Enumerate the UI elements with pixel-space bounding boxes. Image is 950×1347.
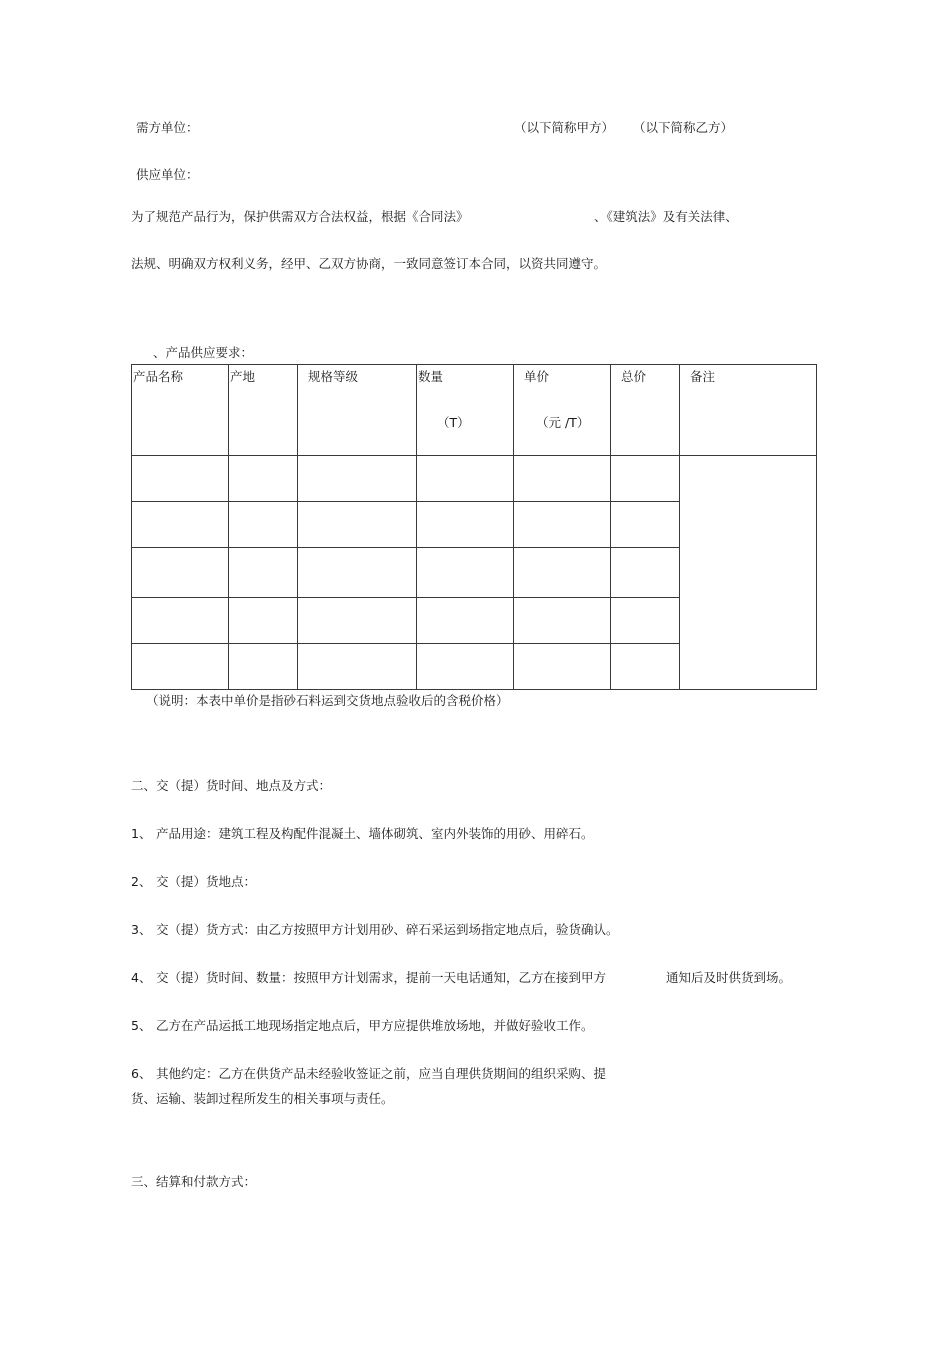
- section3-title: 三、结算和付款方式：: [131, 1174, 257, 1189]
- quantity-unit: （T）: [437, 415, 470, 430]
- table-cell[interactable]: [417, 548, 514, 598]
- header-spec-grade: 规格等级: [308, 369, 359, 384]
- intro-line1-part1: 为了规范产品行为，保护供需双方合法权益，根据《合同法》: [131, 209, 469, 224]
- table-cell[interactable]: [132, 502, 229, 548]
- item-5-number: 5、: [131, 1018, 152, 1033]
- header-quantity: 数量: [418, 369, 444, 384]
- item-2-number: 2、: [131, 874, 152, 889]
- section2-title: 二、交（提）货时间、地点及方式：: [131, 778, 332, 793]
- table-cell[interactable]: [229, 548, 298, 598]
- header-unit-price: 单价: [524, 369, 550, 384]
- header-product-name: 产品名称: [133, 369, 184, 384]
- table-cell[interactable]: [611, 598, 680, 644]
- item-6-text: 其他约定：乙方在供货产品未经验收签证之前，应当自理供货期间的组织采购、提: [156, 1066, 607, 1081]
- header-cell-remarks: [680, 365, 817, 456]
- item-2-text: 交（提）货地点：: [156, 874, 257, 889]
- item-4-text-b: 通知后及时供货到场。: [666, 970, 792, 985]
- remarks-merged-cell[interactable]: [680, 456, 817, 690]
- table-cell[interactable]: [298, 502, 417, 548]
- buyer-label: 需方单位：: [136, 120, 199, 135]
- table-cell[interactable]: [417, 456, 514, 502]
- table-cell[interactable]: [611, 548, 680, 598]
- table-cell[interactable]: [229, 456, 298, 502]
- table-note: （说明：本表中单价是指砂石料运到交货地点验收后的含税价格）: [146, 693, 509, 708]
- item-6-number: 6、: [131, 1066, 152, 1081]
- item-4-text: 交（提）货时间、数量：按照甲方计划需求，提前一天电话通知，乙方在接到甲方: [156, 970, 607, 985]
- header-cell-total-price: [611, 365, 680, 456]
- table-cell[interactable]: [132, 598, 229, 644]
- table-cell[interactable]: [298, 548, 417, 598]
- table-header-row: [132, 365, 817, 456]
- table-cell[interactable]: [132, 456, 229, 502]
- table-cell[interactable]: [229, 502, 298, 548]
- item-1-text: 产品用途：建筑工程及构配件混凝土、墙体砌筑、室内外装饰的用砂、用碎石。: [156, 826, 594, 841]
- header-cell-spec-grade: [298, 365, 417, 456]
- header-origin: 产地: [230, 369, 256, 384]
- intro-line1-part2: 、《建筑法》及有关法律、: [594, 209, 738, 224]
- table-cell[interactable]: [132, 548, 229, 598]
- table-cell[interactable]: [417, 502, 514, 548]
- header-cell-unit-price: [514, 365, 611, 456]
- item-6-continuation: 货、运输、装卸过程所发生的相关事项与责任。: [131, 1091, 394, 1106]
- section1-title: 、产品供应要求：: [153, 345, 254, 360]
- product-supply-table: [131, 364, 817, 690]
- table-cell[interactable]: [514, 644, 611, 690]
- header-cell-origin: [229, 365, 298, 456]
- table-cell[interactable]: [417, 644, 514, 690]
- table-cell[interactable]: [298, 598, 417, 644]
- table-cell[interactable]: [229, 644, 298, 690]
- item-4-number: 4、: [131, 970, 152, 985]
- table-cell[interactable]: [132, 644, 229, 690]
- table-cell[interactable]: [611, 644, 680, 690]
- supplier-label: 供应单位：: [136, 167, 199, 182]
- table-cell[interactable]: [514, 456, 611, 502]
- table-row: [132, 456, 817, 502]
- table-cell[interactable]: [298, 456, 417, 502]
- table-cell[interactable]: [611, 502, 680, 548]
- party-a-note: （以下简称甲方）: [514, 120, 615, 135]
- header-cell-product-name: [132, 365, 229, 456]
- item-1-number: 1、: [131, 826, 152, 841]
- table-cell[interactable]: [611, 456, 680, 502]
- intro-line2: 法规、明确双方权利义务，经甲、乙双方协商，一致同意签订本合同，以资共同遵守。: [131, 256, 607, 271]
- table-cell[interactable]: [229, 598, 298, 644]
- table-cell[interactable]: [514, 548, 611, 598]
- table-cell[interactable]: [417, 598, 514, 644]
- table-cell[interactable]: [514, 598, 611, 644]
- header-cell-quantity: [417, 365, 514, 456]
- header-remarks: 备注: [690, 369, 716, 384]
- item-3-text: 交（提）货方式：由乙方按照甲方计划用砂、碎石采运到场指定地点后，验货确认。: [156, 922, 619, 937]
- table-cell[interactable]: [298, 644, 417, 690]
- item-5-text: 乙方在产品运抵工地现场指定地点后，甲方应提供堆放场地，并做好验收工作。: [156, 1018, 594, 1033]
- party-b-note: （以下简称乙方）: [633, 120, 734, 135]
- header-total-price: 总价: [621, 369, 647, 384]
- table-cell[interactable]: [514, 502, 611, 548]
- unit-price-unit: （元 /T）: [536, 415, 590, 430]
- item-3-number: 3、: [131, 922, 152, 937]
